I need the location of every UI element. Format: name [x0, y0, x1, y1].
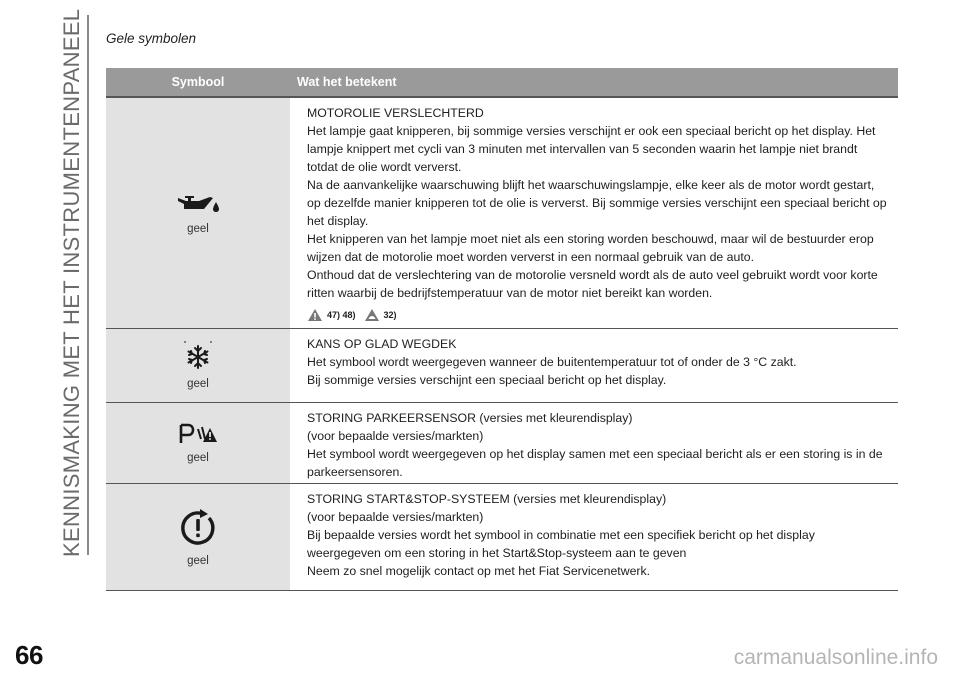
header-meaning: Wat het betekent: [297, 75, 397, 89]
warning-references: [307, 306, 890, 324]
section-title: Gele symbolen: [106, 31, 197, 46]
watermark: carmanualsonline.info: [733, 646, 938, 669]
color-label: geel: [187, 451, 209, 464]
table-row: [106, 483, 898, 590]
page-number: 66: [15, 640, 43, 670]
start-stop-fault-icon: [178, 508, 218, 551]
table-row: [106, 402, 898, 483]
table-row: [106, 328, 898, 402]
symbol-cell: [106, 484, 290, 590]
parking-sensor-icon: [178, 423, 218, 448]
warning-refs: 47) 48): [327, 310, 356, 320]
warning-title: MOTOROLIE VERSLECHTERD: [307, 106, 484, 120]
description-text: Het knipperen van het lampje moet niet als een storing worden beschouwd, maar wil de bestuurder erop wijzen dat de motorolie moet worden ververst in een normaal gebruik van de auto.: [307, 232, 874, 264]
table-row: [106, 97, 898, 328]
color-label: geel: [187, 554, 209, 567]
description-text: Het lampje gaat knipperen, bij sommige versies verschijnt er ook een speciaal bericht op het display. Het lampje knippert met cycli van 3 minuten met intervallen van 5 seconden waarin het lampje niet brandt totdat de olie wordt ververst.: [307, 124, 876, 174]
oil-can-icon: [175, 192, 221, 219]
warning-title: STORING PARKEERSENSOR (versies met kleurendisplay): [307, 411, 633, 425]
description-text: Het symbool wordt weergegeven op het display samen met een speciaal bericht als er een storing is in de parkeersensoren.: [307, 447, 883, 479]
chapter-side-title: KENNISMAKING MET HET INSTRUMENTENPANEEL: [59, 8, 84, 557]
warning-triangle-icon: [307, 308, 323, 322]
color-label: geel: [187, 222, 209, 235]
description-text: Onthoud dat de verslechtering van de motorolie versneld wordt als de auto veel gebruikt wordt voor korte ritten waarbij de bedrijfstemperatuur van de motor niet bereikt kan worden.: [307, 268, 878, 300]
description-text: Neem zo snel mogelijk contact op met het Fiat Servicenetwerk.: [307, 564, 651, 578]
description-text: Na de aanvankelijke waarschuwing blijft het waarschuwingslampje, elke keer als de motor wordt gestart, op dezelfde manier knipperen tot de olie is ververst. Bij sommige versies verschijnt een speciaal bericht op het display.: [307, 178, 887, 228]
meaning-cell: [290, 329, 898, 402]
symbols-table: [106, 68, 898, 591]
snowflake-icon: [180, 341, 216, 374]
meaning-cell: [290, 484, 898, 590]
description-text: Het symbool wordt weergegeven wanneer de buitentemperatuur tot of onder de 3 °C zakt.: [307, 355, 797, 369]
meaning-cell: [290, 403, 898, 483]
meaning-cell: [290, 98, 898, 328]
description-text: (voor bepaalde versies/markten): [307, 510, 484, 524]
description-text: Bij bepaalde versies wordt het symbool in combinatie met een specifiek bericht op het display weergegeven om een storing in het Start&Stop-systeem aan te geven: [307, 528, 815, 560]
description-text: (voor bepaalde versies/markten): [307, 429, 484, 443]
environment-warning-icon: [364, 308, 380, 322]
warning-title: STORING START&STOP-SYSTEEM (versies met kleurendisplay): [307, 492, 667, 506]
header-symbol: Symbool: [171, 75, 225, 89]
symbol-cell: [106, 329, 290, 402]
symbol-cell: [106, 403, 290, 483]
chapter-divider: [87, 15, 89, 555]
symbol-cell: [106, 98, 290, 328]
table-header: [106, 68, 898, 97]
description-text: Bij sommige versies verschijnt een speciaal bericht op het display.: [307, 373, 667, 387]
color-label: geel: [187, 378, 209, 390]
warning-title: KANS OP GLAD WEGDEK: [307, 337, 457, 351]
environment-refs: 32): [383, 310, 397, 320]
